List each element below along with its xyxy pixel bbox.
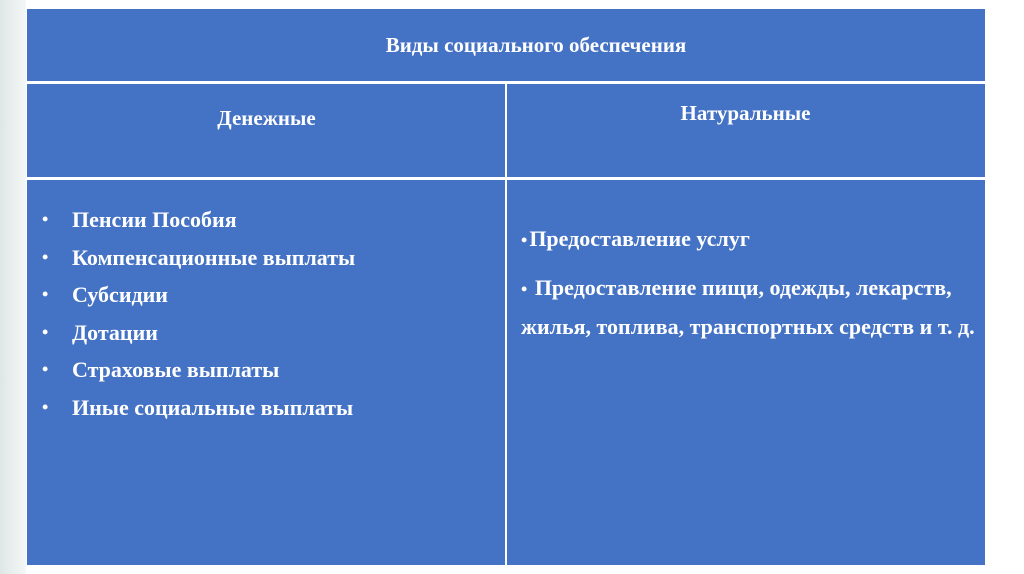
list-item	[41, 389, 491, 427]
list-item-text: Предоставление пищи, одежды, лекарств, жилья, топлива, транспортных средств и т. д.	[521, 274, 975, 339]
column-header-in-kind: Натуральные	[680, 101, 811, 125]
table-divider-column	[505, 84, 507, 565]
bullet-icon: •	[42, 246, 49, 267]
list-item-text: Субсидии	[72, 282, 168, 307]
bullet-icon: •	[42, 321, 49, 342]
bullet-icon: •	[42, 284, 49, 304]
list-item	[521, 269, 976, 346]
monetary-list	[41, 201, 491, 426]
social-security-table	[27, 9, 985, 565]
list-item	[41, 201, 491, 239]
list-item-text: Пенсии Пособия	[72, 207, 237, 232]
list-item-text: Дотации	[72, 319, 158, 345]
in-kind-list	[521, 220, 976, 355]
list-item-text: Страховые выплаты	[72, 357, 280, 382]
list-item	[41, 276, 491, 314]
list-item	[41, 351, 491, 389]
bullet-icon: •	[521, 278, 528, 299]
list-item	[41, 239, 491, 277]
bullet-icon: •	[521, 230, 528, 250]
column-header-monetary: Денежные	[217, 106, 316, 130]
list-item	[521, 220, 976, 260]
table-title: Виды социального обеспечения	[385, 33, 687, 57]
list-item-text: Компенсационные выплаты	[72, 244, 356, 270]
bullet-icon: •	[42, 396, 49, 417]
slide-edge-strip	[0, 0, 26, 574]
list-item	[41, 314, 491, 352]
list-item-text: Иные социальные выплаты	[72, 394, 354, 420]
bullet-icon: •	[42, 359, 49, 379]
bullet-icon: •	[42, 209, 49, 229]
list-item-text: Предоставление услуг	[529, 226, 750, 251]
